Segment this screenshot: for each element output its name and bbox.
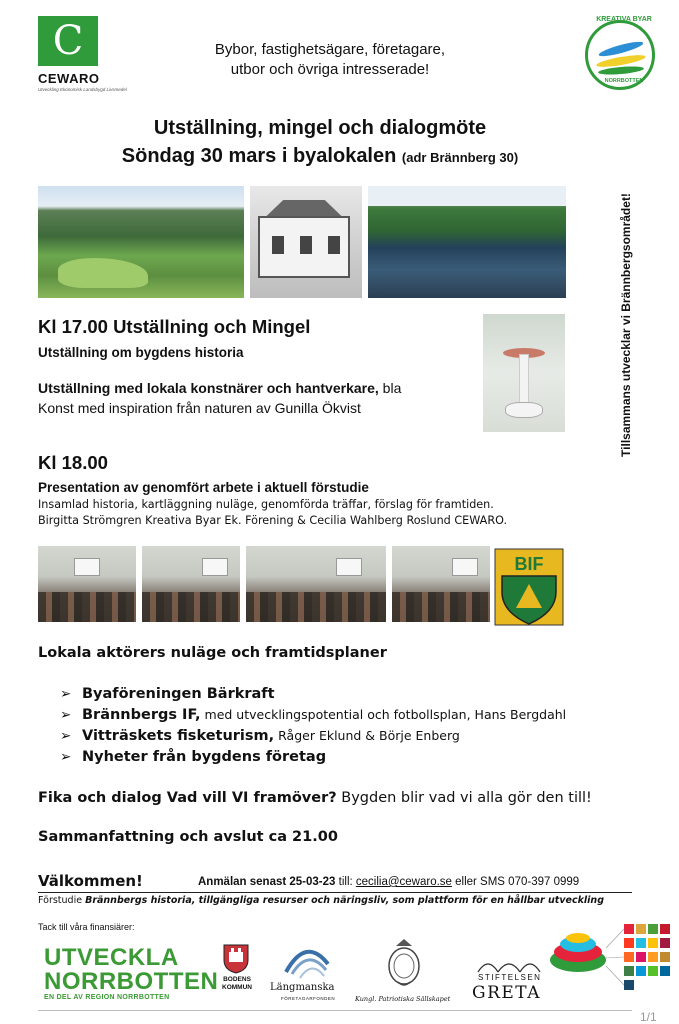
vertical-slogan-text: Tillsammans utvecklar vi Brännbergsområdet! bbox=[619, 193, 633, 457]
section-2-line-2: Birgitta Strömgren Kreativa Byar Ek. Förening & Cecilia Wahlberg Roslund CEWARO. bbox=[38, 514, 507, 527]
title-line-1: Utställning, mingel och dialogmöte bbox=[153, 117, 487, 139]
bodens-line-1: BODENS bbox=[223, 976, 251, 983]
greta-arcs-icon bbox=[476, 954, 542, 974]
sdg-goals-icon bbox=[548, 918, 670, 1000]
list-item: ➢ Nyheter från bygdens företag bbox=[60, 749, 327, 765]
utveckla-logo-line-2: NORRBOTTEN bbox=[44, 968, 219, 995]
title-date-place: Söndag 30 mars i byalokalen bbox=[121, 145, 397, 167]
intro-text bbox=[180, 40, 480, 80]
landscape-photo bbox=[38, 186, 244, 298]
section-1-rest: bla bbox=[378, 380, 402, 396]
signup-text bbox=[198, 876, 579, 888]
list-item: ➢ Vitträskets fisketurism, Råger Eklund & Börje Enberg bbox=[60, 728, 460, 744]
study-prefix: Förstudie bbox=[38, 895, 86, 906]
study-title: Brännbergs historia, tillgängliga resurser och näringsliv, som plattform för en hållbar utveckling bbox=[85, 895, 604, 906]
meeting-photo-4 bbox=[392, 546, 490, 622]
signup-mid: till: bbox=[335, 876, 356, 888]
cewaro-tagline: Utveckling Ekonomisk Landsbygd Livsmedel bbox=[38, 87, 127, 92]
meeting-photo-1 bbox=[38, 546, 136, 622]
kreativa-byar-logo-bottom: NORRBOTTEN bbox=[604, 78, 644, 84]
utveckla-logo-subtitle: EN DEL AV REGION NORRBOTTEN bbox=[44, 994, 170, 1001]
actors-list bbox=[60, 686, 566, 770]
greta-logo-text: GRETA bbox=[472, 983, 541, 1003]
study-text bbox=[38, 895, 604, 906]
thanks-text: Tack till våra finansiärer: bbox=[38, 922, 135, 932]
list-item: ➢ Brännbergs IF, med utvecklingspotential och fotbollsplan, Hans Bergdahl bbox=[60, 707, 567, 723]
title-line-2 bbox=[40, 145, 600, 168]
fika-bold: Fika och dialog Vad vill VI framöver? bbox=[38, 790, 337, 806]
intro-line-2: utbor och övriga intresserade! bbox=[230, 61, 430, 78]
fika-text bbox=[38, 790, 592, 806]
bottom-divider bbox=[38, 1010, 632, 1011]
page-number: 1/1 bbox=[640, 1010, 657, 1024]
bodens-logo-text bbox=[212, 976, 262, 992]
bodens-shield-icon bbox=[223, 944, 249, 974]
langmanska-logo-text: Längmanska bbox=[270, 982, 335, 993]
utveckla-logo-line-1: UTVECKLA bbox=[44, 944, 179, 971]
kps-logo-text: Kungl. Patriotiska Sällskapet bbox=[355, 995, 451, 1003]
signup-sms: eller SMS 070-397 0999 bbox=[451, 876, 580, 888]
section-1-heading: Kl 17.00 Utställning och Mingel bbox=[38, 316, 311, 337]
historic-station-photo bbox=[250, 186, 362, 298]
signup-deadline: Anmälan senast 25-03-23 bbox=[198, 876, 336, 888]
welcome-text: Välkommen! bbox=[38, 872, 143, 890]
meeting-photo-2 bbox=[142, 546, 240, 622]
lake-photo bbox=[368, 186, 566, 298]
section-1-text bbox=[38, 378, 478, 418]
greta-logo-sub: STIFTELSEN bbox=[478, 973, 542, 982]
meeting-photo-3 bbox=[246, 546, 386, 622]
section-2-line-1: Insamlad historia, kartläggning nuläge, genomförda träffar, förslag för framtiden. bbox=[38, 498, 494, 511]
section-1-bold: Utställning med lokala konstnärer och hantverkare, bbox=[38, 380, 379, 396]
langmanska-logo-sub: FÖRETAGARFONDEN bbox=[281, 996, 336, 1001]
email-link[interactable]: cecilia@cewaro.se bbox=[355, 876, 452, 888]
cewaro-logo: C bbox=[38, 16, 98, 66]
fika-rest: Bygden blir vad vi alla gör den till! bbox=[336, 790, 592, 806]
langmanska-arc-icon bbox=[282, 942, 332, 984]
bif-logo bbox=[494, 548, 564, 626]
crest-icon bbox=[384, 938, 424, 990]
vertical-slogan bbox=[616, 180, 636, 470]
title-address: (adr Brännberg 30) bbox=[401, 150, 519, 165]
section-1-line-2: Konst med inspiration från naturen av Gunilla Ökvist bbox=[38, 400, 361, 416]
list-item: ➢ Byaföreningen Bärkraft bbox=[60, 686, 275, 702]
kreativa-byar-logo-top: KREATIVA BYAR bbox=[596, 16, 652, 23]
section-1-subheading: Utställning om bygdens historia bbox=[38, 345, 244, 360]
intro-line-1: Bybor, fastighetsägare, företagare, bbox=[214, 41, 446, 58]
section-2-heading: Kl 18.00 bbox=[38, 452, 108, 473]
cewaro-name: CEWARO bbox=[38, 71, 100, 86]
summary-text: Sammanfattning och avslut ca 21.00 bbox=[38, 829, 338, 845]
bodens-line-2: KOMMUN bbox=[222, 984, 252, 991]
candle-art-photo bbox=[483, 314, 565, 432]
divider bbox=[38, 892, 632, 893]
bif-logo-text: BIF bbox=[514, 554, 544, 574]
section-2-subheading: Presentation av genomfört arbete i aktuell förstudie bbox=[38, 480, 369, 495]
section-3-heading: Lokala aktörers nuläge och framtidsplaner bbox=[38, 645, 387, 661]
